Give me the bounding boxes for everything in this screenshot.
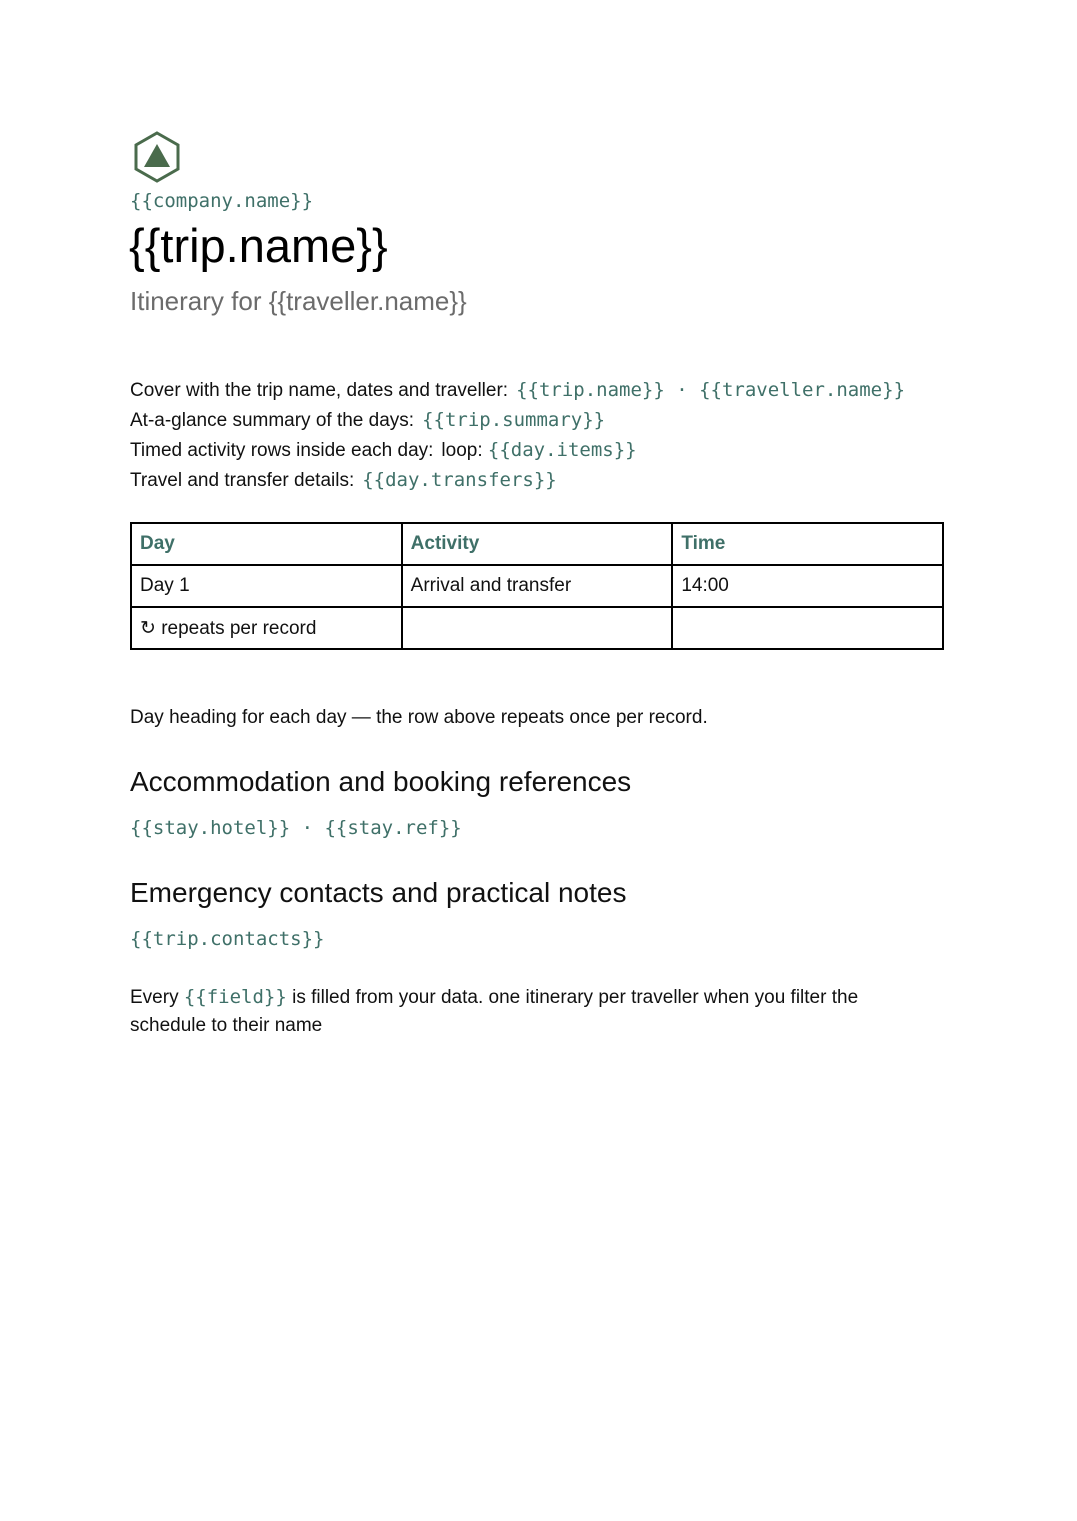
intro-line-summary xyxy=(130,405,944,435)
loop-label: loop: xyxy=(441,440,483,461)
table-cell xyxy=(402,607,673,649)
footer-field: {{field}} xyxy=(183,986,287,1008)
table-row xyxy=(131,565,943,607)
section-heading-accommodation: Accommodation and booking references xyxy=(130,766,632,797)
table-cell xyxy=(672,607,943,649)
table-header-row xyxy=(131,523,943,565)
section-field-emergency: {{trip.contacts}} xyxy=(130,928,325,950)
intro-field: {{day.items}} xyxy=(487,439,637,461)
table-header-day: Day xyxy=(131,523,402,565)
intro-field: {{trip.summary}} xyxy=(422,409,606,431)
section-field-accommodation: {{stay.hotel}} · {{stay.ref}} xyxy=(130,817,462,839)
table-cell: Arrival and transfer xyxy=(402,565,673,607)
intro-field: {{trip.name}} · {{traveller.name}} xyxy=(516,379,906,401)
footer-note xyxy=(130,983,930,1040)
page-title: {{trip.name}} xyxy=(129,219,388,272)
intro-line-transfers xyxy=(130,465,944,495)
intro-line-activities xyxy=(130,435,944,465)
intro-label: At-a-glance summary of the days: xyxy=(130,410,415,431)
table-row xyxy=(131,607,943,649)
intro-label: Travel and transfer details: xyxy=(130,470,355,491)
table-cell-repeat: ↻ repeats per record xyxy=(131,607,402,649)
intro-field: {{day.transfers}} xyxy=(362,469,557,491)
hexagon-triangle-logo-icon xyxy=(133,131,181,183)
table-header-time: Time xyxy=(672,523,943,565)
section-heading-emergency: Emergency contacts and practical notes xyxy=(130,877,627,908)
footer-suffix: is filled from your data. one itinerary per traveller when you filter the schedule to their name xyxy=(130,987,859,1036)
intro-list xyxy=(130,375,944,495)
company-name-field: {{company.name}} xyxy=(130,190,314,212)
footer-prefix: Every xyxy=(130,987,179,1008)
page-subtitle: Itinerary for {{traveller.name}} xyxy=(130,286,467,316)
table-note: Day heading for each day — the row above repeats once per record. xyxy=(130,707,708,728)
itinerary-table xyxy=(130,522,944,650)
table-header-activity: Activity xyxy=(402,523,673,565)
intro-line-cover xyxy=(130,375,944,405)
intro-label: Cover with the trip name, dates and traveller: xyxy=(130,380,509,401)
table-cell: Day 1 xyxy=(131,565,402,607)
intro-label: Timed activity rows inside each day: xyxy=(130,440,434,461)
table-cell: 14:00 xyxy=(672,565,943,607)
